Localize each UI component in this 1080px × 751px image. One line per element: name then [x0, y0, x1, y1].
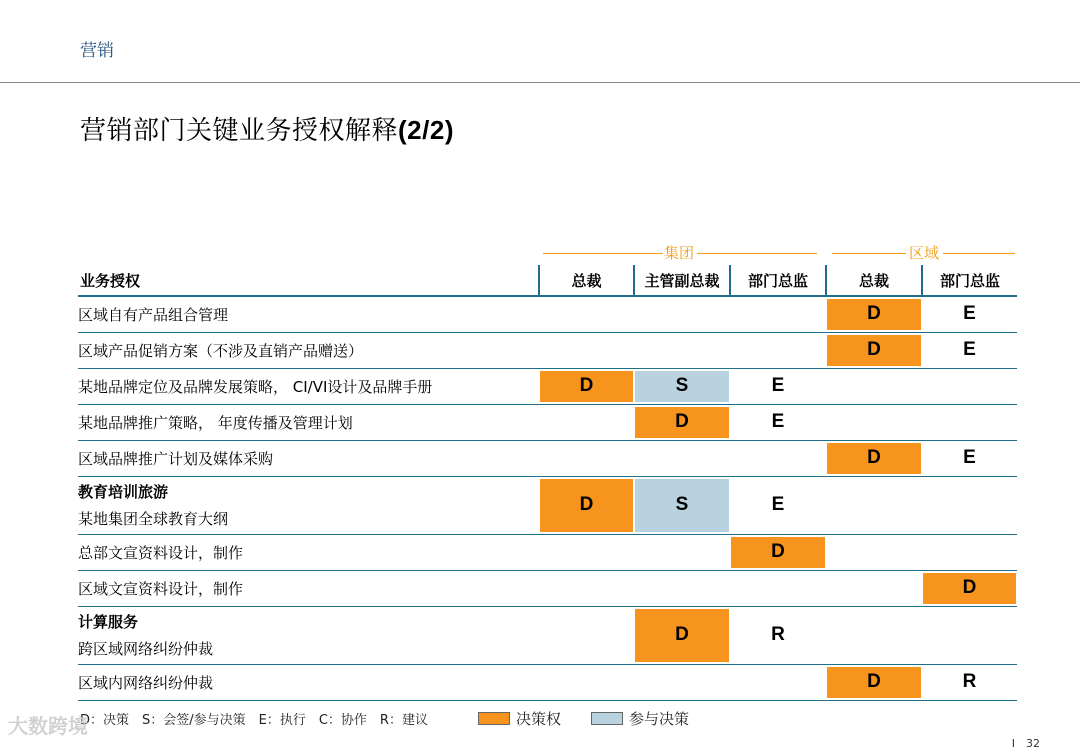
table-row	[78, 440, 1017, 476]
role-code-d: D	[827, 299, 921, 330]
task-cell	[78, 440, 539, 476]
role-cell	[922, 664, 1017, 700]
role-cell	[922, 368, 1017, 404]
group-line-left-2	[697, 253, 817, 254]
role-code-e: E	[963, 303, 976, 325]
category-label: 计算服务	[78, 613, 139, 631]
task-cell	[78, 664, 539, 700]
role-code-r: R	[962, 671, 977, 692]
table-row	[78, 296, 1017, 332]
role-code-e: E	[771, 375, 785, 396]
legend-decision-label: 决策权	[515, 710, 561, 728]
role-cell	[730, 368, 826, 404]
role-cell	[539, 476, 634, 534]
task-label: 区域自有产品组合管理	[78, 305, 229, 324]
authorization-matrix	[78, 265, 1017, 701]
role-cell	[922, 534, 1017, 570]
role-cell	[634, 440, 730, 476]
role-code-d: D	[635, 609, 729, 662]
table-row	[78, 606, 1017, 664]
role-cell	[634, 332, 730, 368]
role-code-e: E	[963, 339, 976, 360]
role-code-s: S	[635, 479, 729, 532]
task-label: 某地品牌定位及品牌发展策略， CI/VI设计及品牌手册	[78, 377, 433, 396]
role-code-d: D	[635, 407, 729, 438]
role-cell	[730, 606, 826, 664]
role-cell	[730, 332, 826, 368]
task-label: 区域产品促销方案（不涉及直销产品赠送）	[78, 341, 364, 360]
task-cell	[78, 534, 539, 570]
col-head-group-vp: 主管副总裁	[634, 265, 730, 296]
role-cell	[634, 476, 730, 534]
role-cell	[730, 440, 826, 476]
legend-codes: D：决策 S：会签/参与决策 E：执行 C：协作 R：建议	[80, 713, 428, 728]
category-label: 教育培训旅游	[78, 483, 169, 501]
role-cell	[922, 332, 1017, 368]
task-label: 跨区域网络纠纷仲裁	[78, 640, 214, 658]
role-cell	[634, 606, 730, 664]
task-label: 某地品牌推广策略， 年度传播及管理计划	[78, 413, 353, 432]
role-cell	[922, 296, 1017, 332]
legend-swatch-decision	[478, 712, 510, 725]
task-cell	[78, 606, 539, 664]
role-cell	[922, 606, 1017, 664]
table-row	[78, 476, 1017, 534]
legend-decision	[478, 708, 561, 729]
table-row	[78, 368, 1017, 404]
page-title	[80, 110, 454, 147]
role-cell	[826, 534, 922, 570]
watermark: 大数跨境	[8, 714, 88, 738]
role-cell	[922, 570, 1017, 606]
role-cell	[826, 368, 922, 404]
role-cell	[730, 404, 826, 440]
role-cell	[539, 606, 634, 664]
role-cell	[634, 368, 730, 404]
header-row	[78, 265, 1017, 296]
group-label-quyu: 区域	[908, 244, 939, 262]
table-row	[78, 570, 1017, 606]
header-divider	[0, 82, 1080, 83]
legend-swatch-participate	[591, 712, 623, 725]
role-cell	[826, 570, 922, 606]
role-code-d: D	[540, 371, 633, 402]
table-row	[78, 534, 1017, 570]
role-cell	[539, 332, 634, 368]
role-code-d: D	[827, 335, 921, 366]
table-row	[78, 332, 1017, 368]
table-row	[78, 404, 1017, 440]
group-line-right-1	[832, 253, 906, 254]
role-cell	[634, 534, 730, 570]
role-cell	[539, 664, 634, 700]
role-cell	[826, 332, 922, 368]
role-code-s: S	[635, 371, 729, 402]
role-code-d: D	[827, 443, 921, 474]
role-cell	[539, 570, 634, 606]
role-cell	[634, 296, 730, 332]
role-code-d: D	[923, 573, 1016, 604]
role-code-e: E	[771, 411, 785, 432]
role-cell	[634, 570, 730, 606]
group-line-right-2	[943, 253, 1015, 254]
group-line-left-1	[543, 253, 663, 254]
page-title-main: 营销部门关键业务授权解释	[80, 116, 399, 146]
page-number: I 32	[1011, 737, 1040, 750]
col-head-task: 业务授权	[78, 265, 539, 296]
role-cell	[539, 534, 634, 570]
role-code-e: E	[771, 494, 785, 515]
col-head-group-president: 总裁	[539, 265, 634, 296]
role-cell	[730, 296, 826, 332]
task-label: 区域品牌推广计划及媒体采购	[78, 449, 274, 468]
role-cell	[730, 570, 826, 606]
task-cell	[78, 332, 539, 368]
task-cell	[78, 570, 539, 606]
task-cell	[78, 404, 539, 440]
role-cell	[730, 476, 826, 534]
role-cell	[826, 296, 922, 332]
role-cell	[922, 476, 1017, 534]
role-cell	[826, 476, 922, 534]
role-cell	[826, 664, 922, 700]
role-cell	[634, 404, 730, 440]
role-cell	[922, 440, 1017, 476]
role-cell	[922, 404, 1017, 440]
table-row	[78, 664, 1017, 700]
role-cell	[539, 296, 634, 332]
role-code-d: D	[827, 667, 921, 698]
col-head-region-president: 总裁	[826, 265, 922, 296]
task-label: 区域文宣资料设计，制作	[78, 579, 244, 598]
role-cell	[539, 404, 634, 440]
role-code-d: D	[540, 479, 633, 532]
col-head-group-director: 部门总监	[730, 265, 826, 296]
section-title: 营销	[80, 41, 114, 61]
role-cell	[826, 404, 922, 440]
role-cell	[826, 440, 922, 476]
role-cell	[730, 664, 826, 700]
task-cell	[78, 296, 539, 332]
task-label: 某地集团全球教育大纲	[78, 510, 229, 528]
col-head-region-director: 部门总监	[922, 265, 1017, 296]
legend-participate-label: 参与决策	[628, 710, 689, 728]
task-cell	[78, 368, 539, 404]
role-cell	[539, 368, 634, 404]
legend-participate	[591, 708, 689, 729]
legend	[80, 708, 719, 729]
group-label-jituan: 集团	[663, 244, 694, 262]
page-title-suffix: (2/2)	[398, 115, 454, 145]
role-code-e: E	[963, 447, 976, 468]
role-cell	[826, 606, 922, 664]
role-code-d: D	[731, 537, 825, 568]
role-cell	[539, 440, 634, 476]
task-label: 区域内网络纠纷仲裁	[78, 673, 214, 692]
task-label: 总部文宣资料设计，制作	[78, 543, 244, 562]
role-code-r: R	[771, 624, 785, 645]
role-cell	[634, 664, 730, 700]
role-cell	[730, 534, 826, 570]
task-cell	[78, 476, 539, 534]
